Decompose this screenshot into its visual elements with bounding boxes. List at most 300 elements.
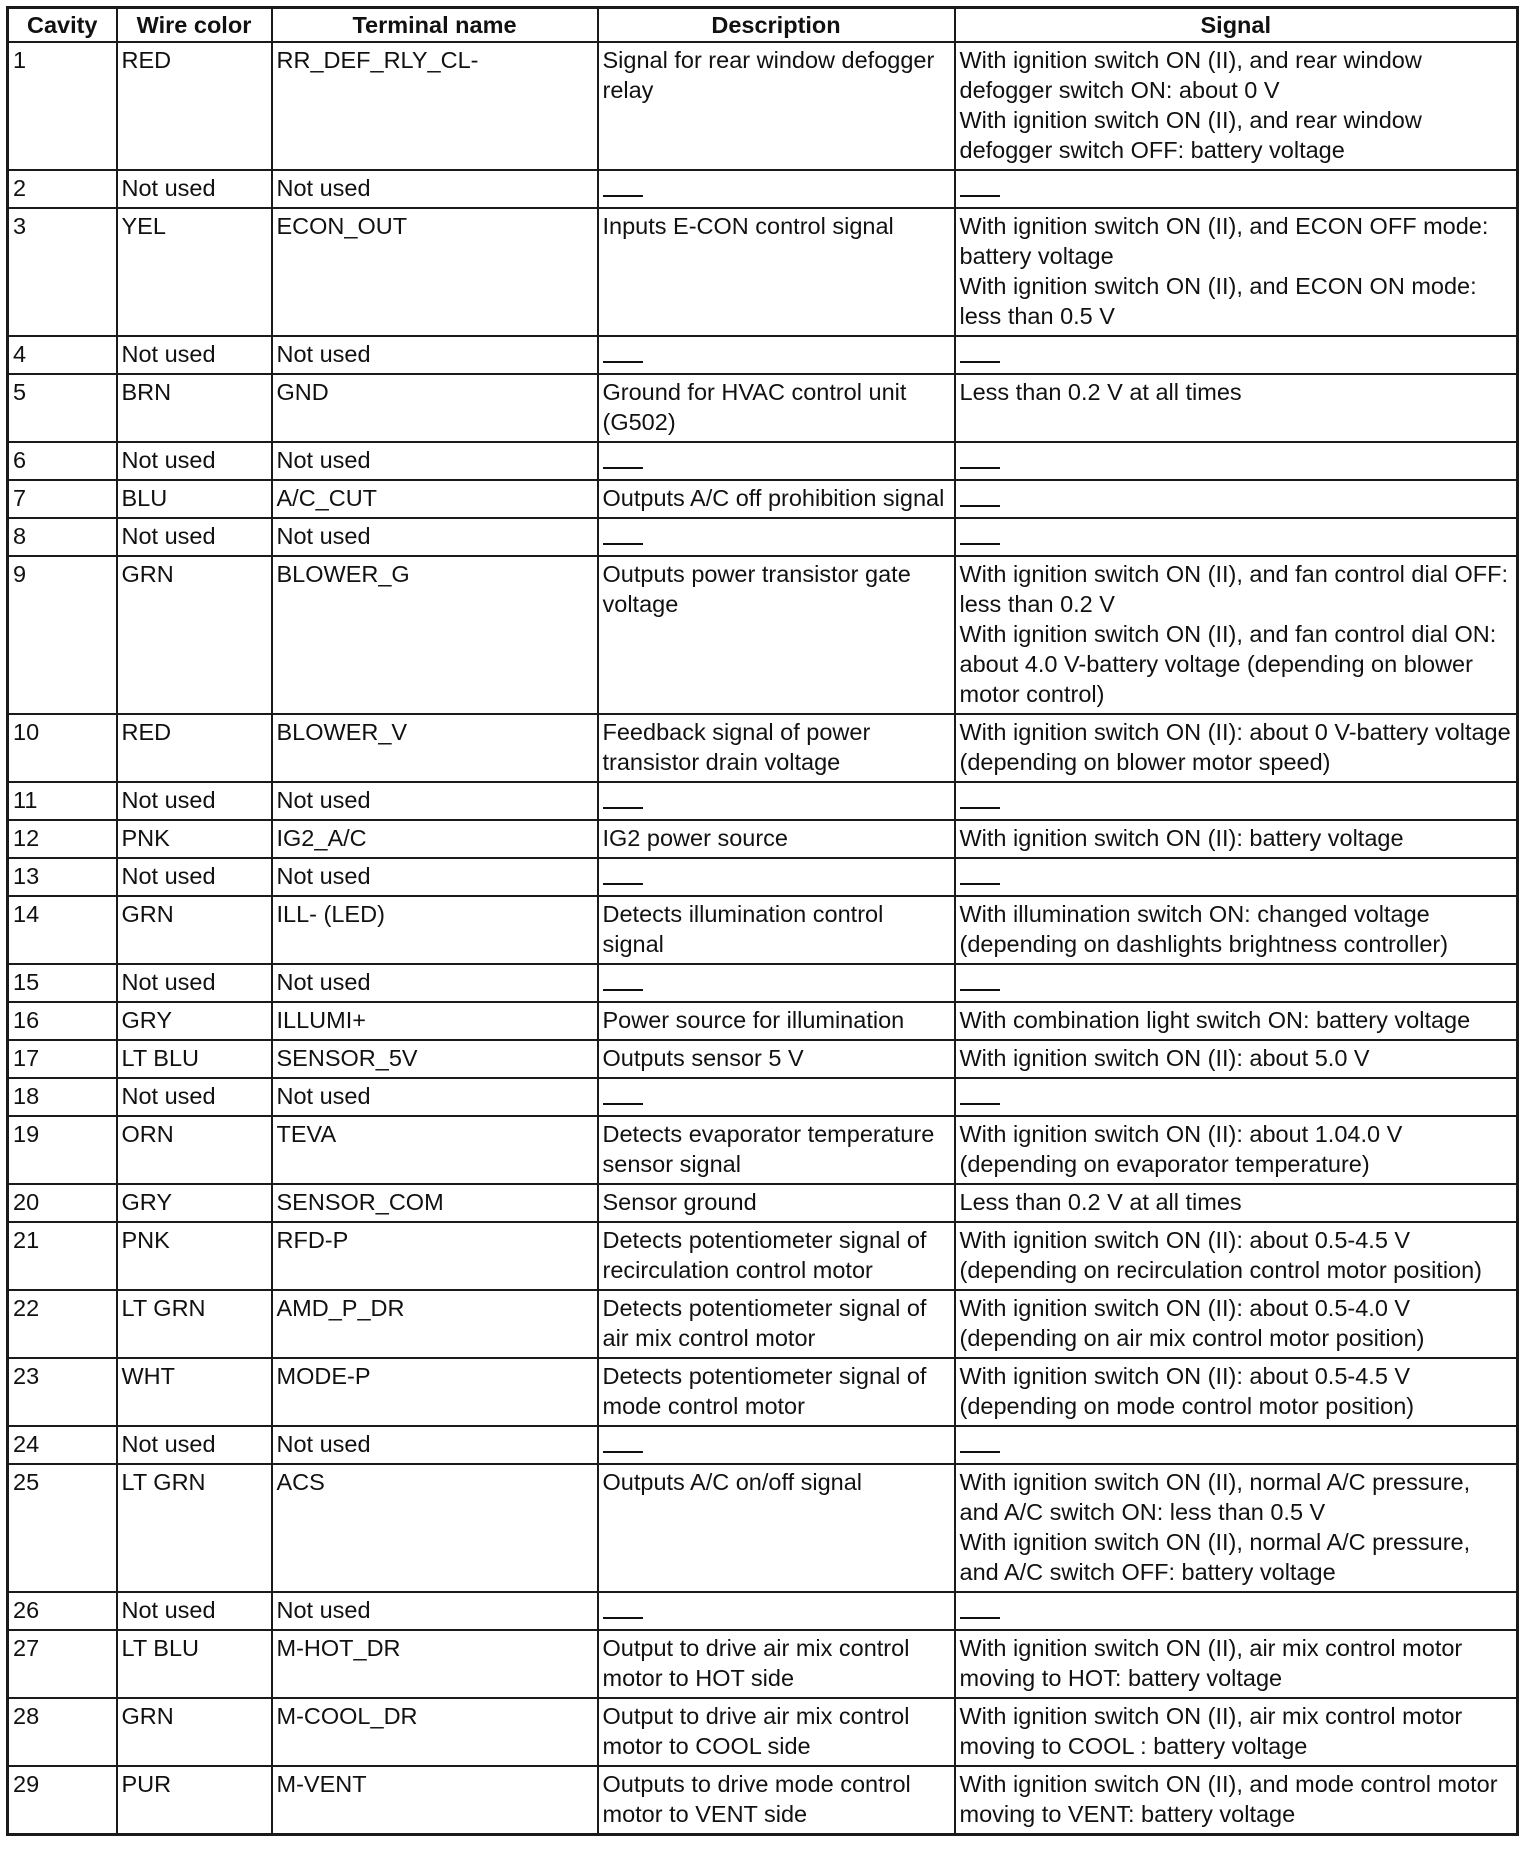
cavity-cell-text: 13 [13, 863, 40, 889]
terminal-name-cell [272, 208, 598, 336]
cavity-cell-text: 28 [13, 1703, 40, 1729]
description-cell [598, 374, 955, 442]
cavity-cell [8, 442, 117, 480]
table-row [8, 442, 1518, 480]
cavity-cell-text: 24 [13, 1431, 40, 1457]
terminal-name-cell [272, 442, 598, 480]
signal-cell [955, 170, 1518, 208]
signal-cell-text: Less than 0.2 V at all times [959, 1189, 1242, 1215]
wire-color-cell [117, 518, 272, 556]
empty-dash [603, 1617, 643, 1619]
empty-dash [960, 1617, 1000, 1619]
table-row [8, 1002, 1518, 1040]
wire-color-cell [117, 1630, 272, 1698]
table-row [8, 858, 1518, 896]
description-cell-text: Ground for HVAC control unit (G502) [602, 379, 907, 435]
description-cell [598, 782, 955, 820]
header-wire-color: Wire color [117, 8, 272, 43]
empty-dash [960, 1451, 1000, 1453]
table-row [8, 336, 1518, 374]
table-row [8, 374, 1518, 442]
wire-color-cell [117, 1078, 272, 1116]
description-cell [598, 556, 955, 714]
cavity-cell-text: 25 [13, 1469, 40, 1495]
description-cell [598, 336, 955, 374]
empty-dash [960, 467, 1000, 469]
description-cell [598, 1290, 955, 1358]
description-cell-text: Detects evaporator temperature sensor signal [602, 1121, 935, 1177]
terminal-name-cell [272, 1222, 598, 1290]
wire-color-cell [117, 964, 272, 1002]
signal-cell [955, 1040, 1518, 1078]
wire-color-cell [117, 1184, 272, 1222]
wire-color-cell [117, 1698, 272, 1766]
cavity-cell-text: 17 [13, 1045, 40, 1071]
description-cell [598, 1464, 955, 1592]
cavity-cell-text: 21 [13, 1227, 40, 1253]
wire-color-cell-text: LT BLU [121, 1045, 199, 1071]
cavity-cell-text: 29 [13, 1771, 40, 1797]
signal-cell [955, 820, 1518, 858]
terminal-name-cell [272, 1040, 598, 1078]
cavity-cell [8, 1040, 117, 1078]
terminal-name-cell [272, 714, 598, 782]
terminal-name-cell [272, 1766, 598, 1835]
empty-dash [603, 543, 643, 545]
signal-cell-text: With illumination switch ON: changed voltage (depending on dashlights brightness controller) [959, 901, 1449, 957]
terminal-name-cell [272, 1290, 598, 1358]
terminal-name-cell-text: ACS [276, 1469, 325, 1495]
table-row [8, 820, 1518, 858]
table-row [8, 556, 1518, 714]
terminal-name-cell-text: RR_DEF_RLY_CL- [276, 47, 479, 73]
signal-cell [955, 1426, 1518, 1464]
terminal-name-cell-text: M-HOT_DR [276, 1635, 401, 1661]
empty-dash [603, 361, 643, 363]
wire-color-cell-text: WHT [121, 1363, 176, 1389]
terminal-name-cell [272, 1464, 598, 1592]
description-cell [598, 1116, 955, 1184]
cavity-cell-text: 1 [13, 47, 27, 73]
terminal-name-cell-text: TEVA [276, 1121, 337, 1147]
terminal-name-cell-text: M-VENT [276, 1771, 367, 1797]
cavity-cell [8, 1426, 117, 1464]
table-row [8, 1766, 1518, 1835]
table-row [8, 480, 1518, 518]
empty-dash [960, 195, 1000, 197]
signal-cell [955, 336, 1518, 374]
table-row [8, 42, 1518, 170]
description-cell [598, 480, 955, 518]
terminal-name-cell-text: M-COOL_DR [276, 1703, 418, 1729]
wire-color-cell [117, 1040, 272, 1078]
empty-dash [960, 1103, 1000, 1105]
signal-cell [955, 518, 1518, 556]
header-cavity: Cavity [8, 8, 117, 43]
wire-color-cell [117, 1592, 272, 1630]
signal-cell [955, 1002, 1518, 1040]
wire-color-cell [117, 442, 272, 480]
terminal-name-cell [272, 1078, 598, 1116]
wire-color-cell-text: BLU [121, 485, 168, 511]
description-cell-text: Detects potentiometer signal of air mix control motor [602, 1295, 927, 1351]
description-cell [598, 1592, 955, 1630]
cavity-cell [8, 518, 117, 556]
description-cell [598, 518, 955, 556]
table-row [8, 518, 1518, 556]
cavity-cell [8, 1766, 117, 1835]
table-row [8, 1592, 1518, 1630]
terminal-name-cell [272, 1002, 598, 1040]
table-row [8, 1078, 1518, 1116]
signal-cell-text: With ignition switch ON (II), normal A/C pressure, and A/C switch ON: less than 0.5 V With ignition switch ON (II), normal A/C pressure, and A/C switch OFF: battery voltage [959, 1469, 1471, 1585]
table-row [8, 714, 1518, 782]
terminal-name-cell-text: ECON_OUT [276, 213, 408, 239]
description-cell-text: IG2 power source [602, 825, 788, 851]
terminal-name-cell [272, 556, 598, 714]
signal-cell [955, 1630, 1518, 1698]
table-header [8, 8, 1518, 43]
table-row [8, 1184, 1518, 1222]
wire-color-cell-text: GRY [121, 1189, 172, 1215]
cavity-cell [8, 1630, 117, 1698]
terminal-name-cell-text: Not used [276, 447, 371, 473]
wire-color-cell-text: Not used [121, 863, 216, 889]
wire-color-cell-text: RED [121, 47, 172, 73]
terminal-name-cell [272, 964, 598, 1002]
wire-color-cell [117, 858, 272, 896]
cavity-cell [8, 858, 117, 896]
terminal-name-cell [272, 1116, 598, 1184]
signal-cell [955, 556, 1518, 714]
table-row [8, 1358, 1518, 1426]
wire-color-cell [117, 782, 272, 820]
wire-color-cell-text: Not used [121, 787, 216, 813]
table-row [8, 208, 1518, 336]
cavity-cell-text: 8 [13, 523, 27, 549]
cavity-cell [8, 1592, 117, 1630]
cavity-cell-text: 23 [13, 1363, 40, 1389]
cavity-cell [8, 42, 117, 170]
description-cell [598, 820, 955, 858]
description-cell-text: Outputs A/C on/off signal [602, 1469, 863, 1495]
description-cell-text: Outputs A/C off prohibition signal [602, 485, 945, 511]
terminal-name-cell-text: Not used [276, 863, 371, 889]
cavity-cell [8, 208, 117, 336]
empty-dash [960, 361, 1000, 363]
signal-cell [955, 782, 1518, 820]
terminal-name-cell [272, 1358, 598, 1426]
terminal-name-cell-text: RFD-P [276, 1227, 349, 1253]
terminal-name-cell-text: Not used [276, 1083, 371, 1109]
wire-color-cell [117, 170, 272, 208]
signal-cell [955, 480, 1518, 518]
empty-dash [603, 883, 643, 885]
cavity-cell [8, 782, 117, 820]
terminal-name-cell-text: AMD_P_DR [276, 1295, 405, 1321]
cavity-cell [8, 714, 117, 782]
cavity-cell-text: 6 [13, 447, 27, 473]
signal-cell-text: With ignition switch ON (II): about 5.0 V [959, 1045, 1370, 1071]
table-row [8, 1116, 1518, 1184]
signal-cell-text: With ignition switch ON (II): about 1.04.0 V (depending on evaporator temperature) [959, 1121, 1403, 1177]
wire-color-cell-text: Not used [121, 1431, 216, 1457]
empty-dash [960, 543, 1000, 545]
header-signal: Signal [955, 8, 1518, 43]
description-cell-text: Output to drive air mix control motor to COOL side [602, 1703, 910, 1759]
cavity-cell [8, 964, 117, 1002]
connector-pinout-table [6, 6, 1519, 1836]
wire-color-cell [117, 1426, 272, 1464]
cavity-cell-text: 7 [13, 485, 27, 511]
cavity-cell [8, 1358, 117, 1426]
table-row [8, 170, 1518, 208]
table-row [8, 1464, 1518, 1592]
wire-color-cell [117, 1766, 272, 1835]
description-cell-text: Sensor ground [602, 1189, 757, 1215]
cavity-cell-text: 16 [13, 1007, 40, 1033]
wire-color-cell [117, 374, 272, 442]
empty-dash [960, 883, 1000, 885]
signal-cell-text: With combination light switch ON: battery voltage [959, 1007, 1471, 1033]
wire-color-cell [117, 42, 272, 170]
table-row [8, 1290, 1518, 1358]
terminal-name-cell-text: MODE-P [276, 1363, 371, 1389]
description-cell [598, 1698, 955, 1766]
terminal-name-cell-text: Not used [276, 341, 371, 367]
wire-color-cell-text: RED [121, 719, 172, 745]
description-cell-text: Signal for rear window defogger relay [602, 47, 935, 103]
signal-cell [955, 1184, 1518, 1222]
empty-dash [960, 807, 1000, 809]
wire-color-cell-text: GRN [121, 561, 174, 587]
description-cell-text: Detects potentiometer signal of recirculation control motor [602, 1227, 927, 1283]
signal-cell [955, 1222, 1518, 1290]
empty-dash [603, 195, 643, 197]
cavity-cell-text: 3 [13, 213, 27, 239]
description-cell [598, 858, 955, 896]
signal-cell [955, 896, 1518, 964]
signal-cell-text: With ignition switch ON (II): battery voltage [959, 825, 1404, 851]
terminal-name-cell [272, 1592, 598, 1630]
terminal-name-cell-text: Not used [276, 969, 371, 995]
wire-color-cell-text: Not used [121, 175, 216, 201]
cavity-cell [8, 480, 117, 518]
wire-color-cell-text: Not used [121, 341, 216, 367]
signal-cell-text: With ignition switch ON (II), air mix control motor moving to HOT: battery voltage [959, 1635, 1463, 1691]
header-row [8, 8, 1518, 43]
empty-dash [603, 989, 643, 991]
table-body [8, 42, 1518, 1835]
terminal-name-cell-text: SENSOR_COM [276, 1189, 444, 1215]
table-row [8, 1040, 1518, 1078]
cavity-cell-text: 5 [13, 379, 27, 405]
terminal-name-cell-text: Not used [276, 787, 371, 813]
signal-cell [955, 1592, 1518, 1630]
wire-color-cell [117, 1290, 272, 1358]
empty-dash [960, 989, 1000, 991]
table-row [8, 1630, 1518, 1698]
signal-cell [955, 1358, 1518, 1426]
terminal-name-cell-text: ILL- (LED) [276, 901, 385, 927]
cavity-cell [8, 1116, 117, 1184]
cavity-cell-text: 14 [13, 901, 40, 927]
signal-cell [955, 858, 1518, 896]
empty-dash [603, 1451, 643, 1453]
signal-cell-text: With ignition switch ON (II), and mode control motor moving to VENT: battery voltage [959, 1771, 1498, 1827]
cavity-cell-text: 9 [13, 561, 27, 587]
wire-color-cell [117, 1116, 272, 1184]
description-cell [598, 896, 955, 964]
wire-color-cell-text: Not used [121, 523, 216, 549]
empty-dash [603, 807, 643, 809]
terminal-name-cell-text: BLOWER_G [276, 561, 410, 587]
signal-cell [955, 964, 1518, 1002]
terminal-name-cell [272, 170, 598, 208]
description-cell [598, 1040, 955, 1078]
description-cell [598, 1078, 955, 1116]
terminal-name-cell [272, 518, 598, 556]
description-cell-text: Detects illumination control signal [602, 901, 884, 957]
terminal-name-cell [272, 42, 598, 170]
description-cell-text: Outputs power transistor gate voltage [602, 561, 911, 617]
signal-cell [955, 1766, 1518, 1835]
empty-dash [960, 505, 1000, 507]
table-row [8, 782, 1518, 820]
signal-cell [955, 1116, 1518, 1184]
empty-dash [603, 1103, 643, 1105]
cavity-cell [8, 896, 117, 964]
description-cell-text: Power source for illumination [602, 1007, 905, 1033]
wire-color-cell [117, 896, 272, 964]
description-cell-text: Output to drive air mix control motor to HOT side [602, 1635, 910, 1691]
terminal-name-cell-text: Not used [276, 523, 371, 549]
empty-dash [603, 467, 643, 469]
terminal-name-cell [272, 1698, 598, 1766]
wire-color-cell [117, 1222, 272, 1290]
terminal-name-cell-text: A/C_CUT [276, 485, 378, 511]
cavity-cell [8, 1464, 117, 1592]
cavity-cell-text: 12 [13, 825, 40, 851]
header-description: Description [598, 8, 955, 43]
terminal-name-cell-text: ILLUMI+ [276, 1007, 366, 1033]
wire-color-cell-text: LT GRN [121, 1295, 206, 1321]
terminal-name-cell [272, 480, 598, 518]
terminal-name-cell [272, 1426, 598, 1464]
wire-color-cell [117, 1002, 272, 1040]
terminal-name-cell-text: SENSOR_5V [276, 1045, 418, 1071]
description-cell-text: Detects potentiometer signal of mode control motor [602, 1363, 927, 1419]
cavity-cell [8, 170, 117, 208]
description-cell [598, 170, 955, 208]
terminal-name-cell [272, 782, 598, 820]
cavity-cell-text: 2 [13, 175, 27, 201]
wire-color-cell [117, 1358, 272, 1426]
terminal-name-cell-text: Not used [276, 1597, 371, 1623]
wire-color-cell-text: PUR [121, 1771, 172, 1797]
description-cell-text: Inputs E-CON control signal [602, 213, 894, 239]
wire-color-cell-text: PNK [121, 1227, 170, 1253]
terminal-name-cell-text: BLOWER_V [276, 719, 408, 745]
description-cell [598, 1358, 955, 1426]
terminal-name-cell [272, 374, 598, 442]
signal-cell [955, 442, 1518, 480]
signal-cell [955, 1464, 1518, 1592]
wire-color-cell [117, 714, 272, 782]
cavity-cell [8, 336, 117, 374]
description-cell-text: Outputs sensor 5 V [602, 1045, 804, 1071]
wire-color-cell-text: Not used [121, 969, 216, 995]
cavity-cell-text: 26 [13, 1597, 40, 1623]
terminal-name-cell [272, 820, 598, 858]
cavity-cell-text: 20 [13, 1189, 40, 1215]
table-row [8, 1426, 1518, 1464]
cavity-cell [8, 1184, 117, 1222]
cavity-cell-text: 22 [13, 1295, 40, 1321]
description-cell [598, 208, 955, 336]
cavity-cell-text: 4 [13, 341, 27, 367]
cavity-cell-text: 11 [13, 787, 38, 813]
wire-color-cell [117, 480, 272, 518]
description-cell [598, 1426, 955, 1464]
description-cell [598, 442, 955, 480]
wire-color-cell-text: GRY [121, 1007, 172, 1033]
wire-color-cell-text: Not used [121, 1597, 216, 1623]
wire-color-cell-text: BRN [121, 379, 172, 405]
signal-cell [955, 714, 1518, 782]
description-cell [598, 1766, 955, 1835]
signal-cell [955, 1078, 1518, 1116]
cavity-cell [8, 556, 117, 714]
description-cell [598, 714, 955, 782]
cavity-cell [8, 1002, 117, 1040]
signal-cell-text: With ignition switch ON (II): about 0.5-4.5 V (depending on recirculation control motor position) [959, 1227, 1483, 1283]
cavity-cell-text: 19 [13, 1121, 40, 1147]
wire-color-cell-text: Not used [121, 1083, 216, 1109]
cavity-cell [8, 1290, 117, 1358]
terminal-name-cell [272, 1630, 598, 1698]
description-cell [598, 1222, 955, 1290]
signal-cell-text: Less than 0.2 V at all times [959, 379, 1242, 405]
terminal-name-cell [272, 336, 598, 374]
description-cell-text: Outputs to drive mode control motor to VENT side [602, 1771, 911, 1827]
cavity-cell [8, 1222, 117, 1290]
wire-color-cell-text: GRN [121, 901, 174, 927]
description-cell [598, 964, 955, 1002]
signal-cell-text: With ignition switch ON (II): about 0.5-4.0 V (depending on air mix control motor position) [959, 1295, 1425, 1351]
terminal-name-cell [272, 1184, 598, 1222]
wire-color-cell [117, 1464, 272, 1592]
table-row [8, 1698, 1518, 1766]
description-cell [598, 1002, 955, 1040]
cavity-cell [8, 820, 117, 858]
signal-cell-text: With ignition switch ON (II), and ECON OFF mode: battery voltage With ignition switch ON (II), and ECON ON mode: less than 0.5 V [959, 213, 1489, 329]
description-cell [598, 42, 955, 170]
cavity-cell-text: 18 [13, 1083, 40, 1109]
terminal-name-cell-text: Not used [276, 1431, 371, 1457]
signal-cell-text: With ignition switch ON (II), and fan control dial OFF: less than 0.2 V With ignition switch ON (II), and fan control dial ON: about 4.0 V-battery voltage (depending on blower motor control) [959, 561, 1509, 707]
wire-color-cell-text: ORN [121, 1121, 174, 1147]
signal-cell [955, 1290, 1518, 1358]
signal-cell-text: With ignition switch ON (II): about 0.5-4.5 V (depending on mode control motor position) [959, 1363, 1415, 1419]
wire-color-cell [117, 208, 272, 336]
wire-color-cell-text: GRN [121, 1703, 174, 1729]
terminal-name-cell-text: Not used [276, 175, 371, 201]
terminal-name-cell [272, 858, 598, 896]
signal-cell [955, 42, 1518, 170]
table-row [8, 896, 1518, 964]
signal-cell [955, 1698, 1518, 1766]
